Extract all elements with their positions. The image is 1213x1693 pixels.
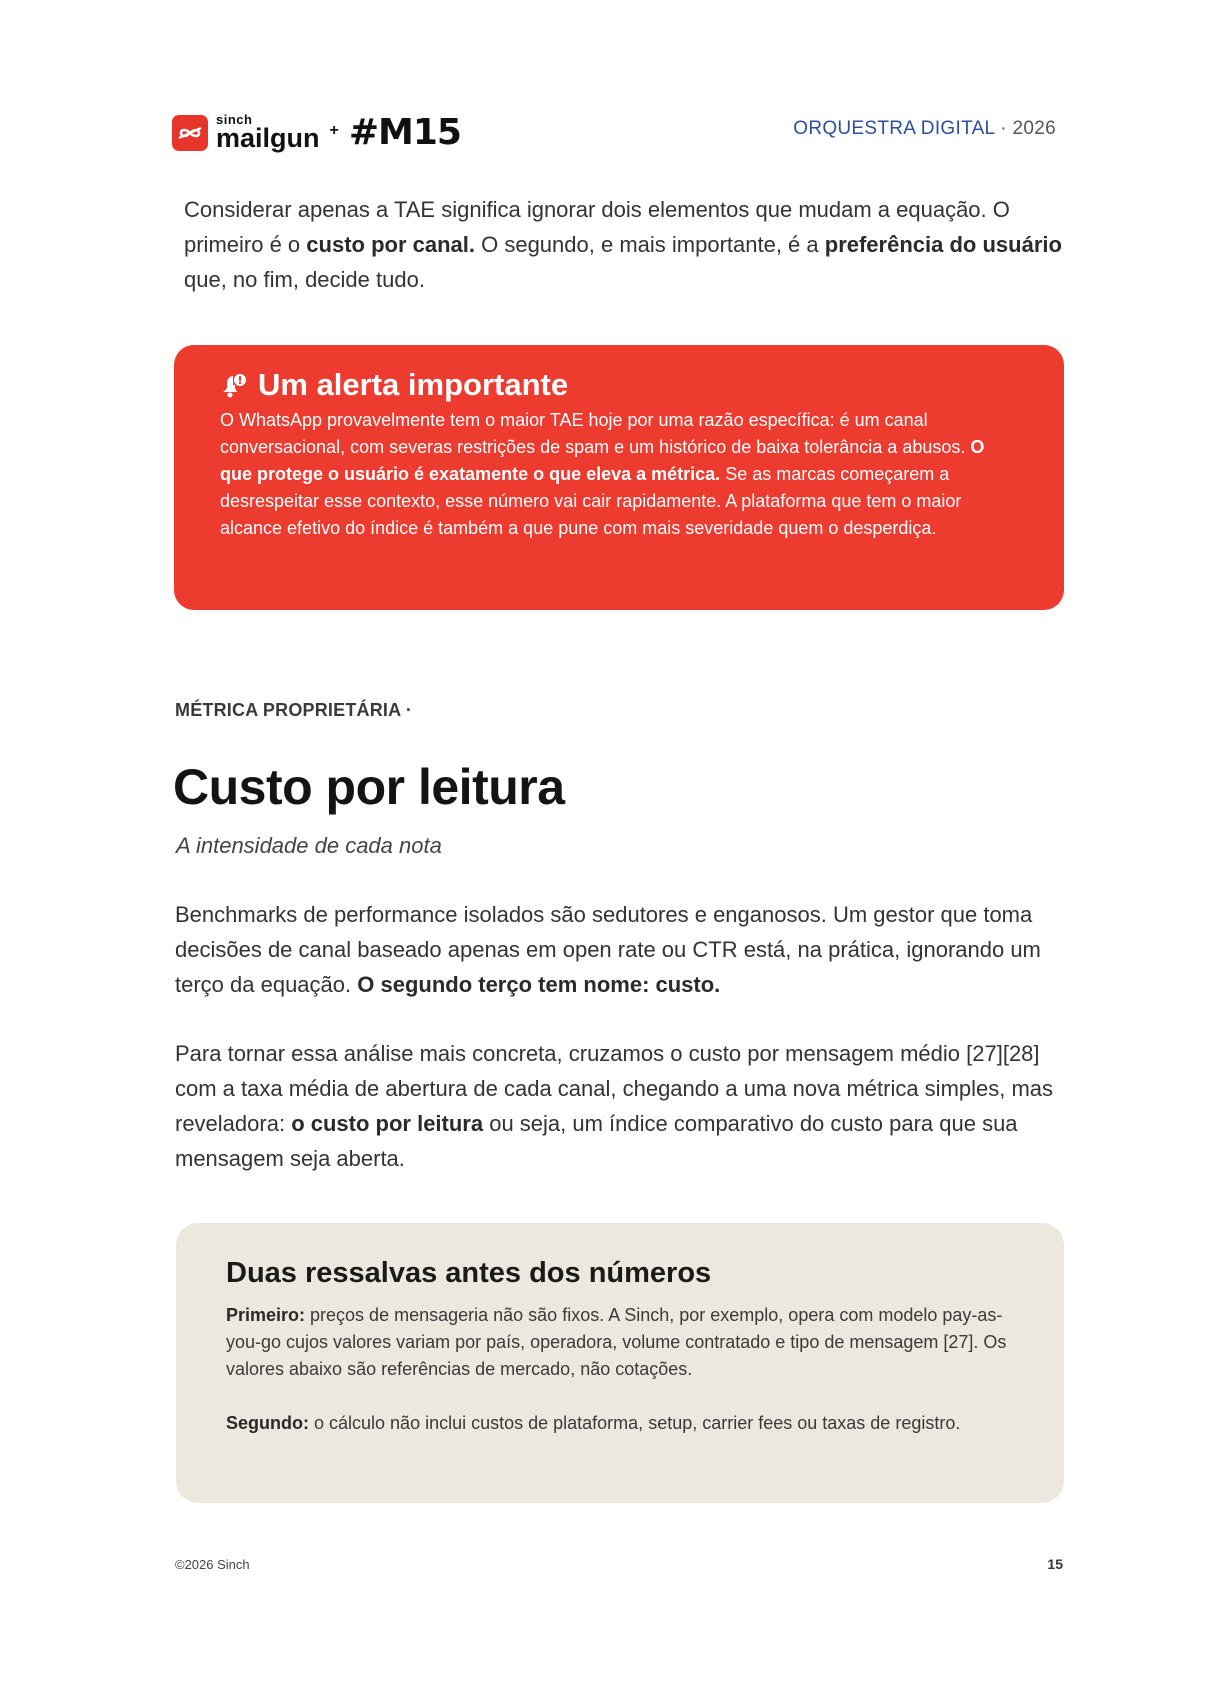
caveat-first	[226, 1302, 1014, 1383]
para1-text: Benchmarks de performance isolados são sedutores e enganosos. Um gestor que toma decisões de canal baseado apenas em open rate ou CTR está, na prática, ignorando um terço da equação.	[175, 902, 1041, 997]
logo-small-text: sinch	[216, 112, 253, 127]
m15-logo: #M15	[348, 112, 461, 153]
intro-bold-2: preferência do usuário	[824, 232, 1062, 257]
section-subtitle: A intensidade de cada nota	[176, 833, 442, 858]
intro-text-1: Considerar apenas a TAE significa ignorar dois elementos que mudam a equação. O primeiro é o	[184, 197, 1010, 257]
header-year: 2026	[1012, 118, 1056, 139]
para2-text-1: Para tornar essa análise mais concreta, cruzamos o custo por mensagem médio [27][28] com a taxa média de abertura de cada canal, chegando a uma nova métrica simples, mas reveladora:	[175, 1041, 1054, 1136]
body-paragraph-1	[175, 897, 1070, 1002]
bell-alert-icon	[220, 371, 248, 399]
para2-bold: o custo por leitura	[291, 1111, 484, 1136]
logo-big-text: mailgun	[216, 123, 320, 153]
intro-text-2: O segundo, e mais importante, é a	[475, 232, 825, 257]
caveat-second-text: o cálculo não inclui custos de plataforma, setup, carrier fees ou taxas de registro.	[309, 1413, 961, 1433]
intro-text-3: que, no fim, decide tudo.	[184, 267, 425, 292]
caveat-first-label: Primeiro:	[226, 1305, 306, 1325]
brand-logos	[172, 112, 461, 153]
alert-text-2: Se as marcas começarem a desrespeitar esse contexto, esse número vai cair rapidamente. A plataforma que tem o maior alcance efetivo do índice é também a que pune com mais severidade quem o desperdiça.	[220, 464, 962, 538]
header-brand: ORQUESTRA DIGITAL	[793, 118, 995, 139]
alert-body	[220, 407, 1016, 542]
sinch-logo-icon	[172, 115, 208, 151]
caveat-first-text: preços de mensageria não são fixos. A Sinch, por exemplo, opera com modelo pay-as-you-go cujos valores variam por país, operadora, volume contratado e tipo de mensagem [27]. Os valores abaixo são referências de mercado, não cotações.	[226, 1305, 1007, 1379]
alert-bold: O que protege o usuário é exatamente o que eleva a métrica.	[220, 437, 985, 484]
caveat-second	[226, 1410, 1014, 1437]
intro-bold-1: custo por canal.	[306, 232, 475, 257]
page-header	[172, 112, 1056, 156]
para1-bold: O segundo terço tem nome: custo.	[357, 972, 721, 997]
caveat-second-label: Segundo:	[226, 1413, 309, 1433]
caveats-box	[176, 1223, 1064, 1503]
para2-text-2: ou seja, um índice comparativo do custo para que sua mensagem seja aberta.	[175, 1111, 1018, 1171]
intro-paragraph	[184, 192, 1064, 297]
page-number: 15	[1047, 1556, 1063, 1572]
header-separator: ·	[1000, 118, 1007, 139]
alert-box	[174, 345, 1064, 610]
header-brand-year	[793, 118, 1056, 140]
alert-title-row	[220, 367, 1016, 403]
mailgun-wordmark	[216, 113, 320, 152]
alert-title: Um alerta importante	[258, 367, 569, 402]
plus-sign: +	[329, 122, 339, 139]
alert-text-1: O WhatsApp provavelmente tem o maior TAE hoje por uma razão específica: é um canal conversacional, com severas restrições de spam e um histórico de baixa tolerância a abusos.	[220, 410, 971, 457]
section-eyebrow: MÉTRICA PROPRIETÁRIA ·	[175, 700, 413, 720]
caveats-title: Duas ressalvas antes dos números	[226, 1257, 712, 1289]
footer-copyright: ©2026 Sinch	[175, 1557, 250, 1572]
body-paragraph-2	[175, 1036, 1070, 1176]
section-title: Custo por leitura	[173, 759, 565, 815]
